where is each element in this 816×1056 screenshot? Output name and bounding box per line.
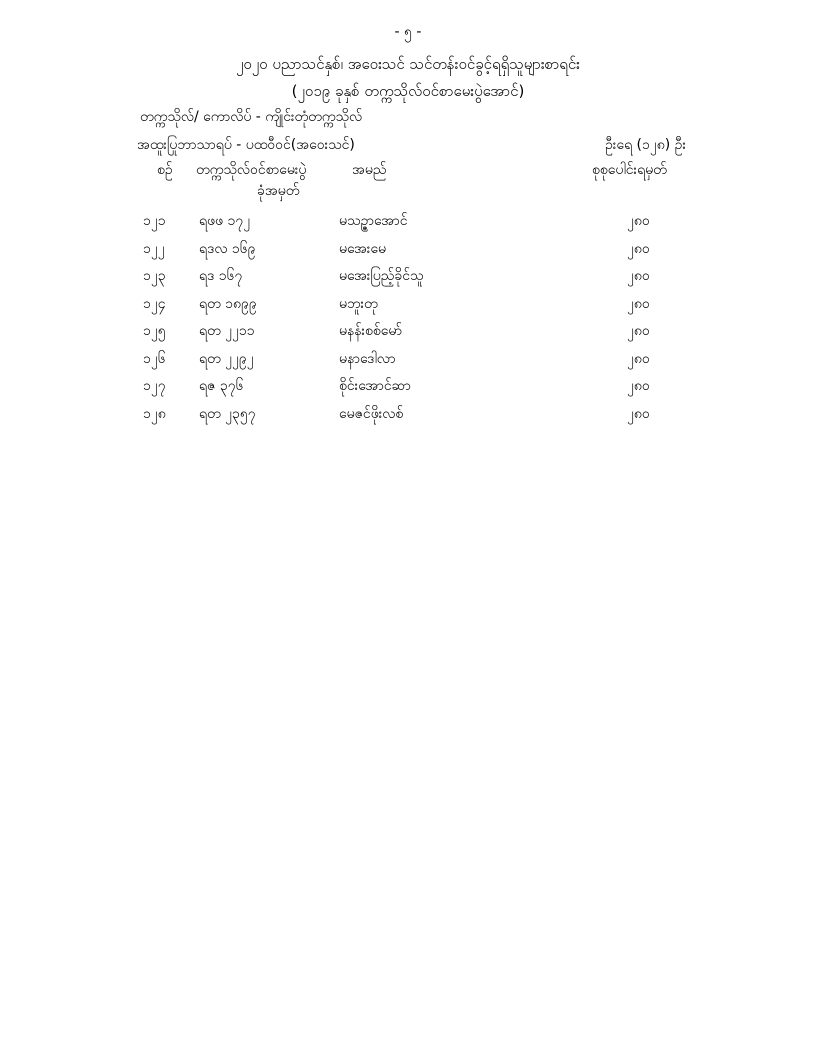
roll-number: ရဒလ ၁၆၉	[199, 240, 256, 257]
row-number: ၁၂၇	[143, 378, 166, 394]
roll-number: ရဇ ၃၇၆	[199, 378, 244, 394]
row-number: ၁၂၆	[143, 350, 166, 367]
table-row	[0, 321, 816, 349]
student-name: မေဇင်ဖိုးလစ်	[339, 405, 404, 422]
table-row	[0, 294, 816, 322]
roll-number: ရဖဖ ၁၇၂	[199, 213, 251, 229]
total-marks: ၂၈၀	[627, 350, 650, 367]
student-name: မဘူးတု	[339, 295, 378, 312]
table-row	[0, 404, 816, 432]
column-header-roll: တက္ကသိုလ်ဝင်စာမေးပွဲ	[196, 162, 307, 178]
table-row	[0, 211, 816, 239]
table-row	[0, 376, 816, 404]
column-header-roll-line2: ခုံအမှတ်	[257, 183, 300, 199]
row-number: ၁၂၂	[143, 240, 165, 257]
roll-number: ရတ ၁၈၉၉	[199, 295, 257, 312]
column-header-marks: စုစုပေါင်းရမှတ်	[592, 162, 667, 178]
student-name: မနာဒေါလာ	[339, 350, 396, 367]
page-number: - ၅ -	[394, 24, 422, 40]
roll-number: ရတ ၂၂၁၁	[199, 323, 255, 339]
total-marks: ၂၈၀	[627, 240, 650, 257]
roll-number: ရတ ၂၃၅၇	[199, 405, 256, 422]
document-title: ၂၀၂၀ ပညာသင်နှစ်၊ အဝေးသင် သင်တန်းဝင်ခွင့်ရရှိသူများစာရင်း	[236, 55, 580, 73]
row-number: ၁၂၄	[143, 295, 166, 312]
row-number: ၁၂၁	[143, 213, 166, 229]
document-subtitle: (၂၀၁၉ ခုနှစ် တက္ကသိုလ်ဝင်စာမေးပွဲအောင်)	[291, 82, 525, 100]
roll-number: ရဒ ၁၆၇	[199, 268, 243, 284]
student-name: မနန်းစစ်မော်	[339, 323, 403, 339]
student-name: မအေးမေ	[339, 240, 387, 257]
row-number: ၁၂၃	[143, 268, 166, 284]
total-marks: ၂၈၀	[627, 323, 650, 339]
total-marks: ၂၈၀	[627, 295, 650, 312]
table-row	[0, 349, 816, 377]
total-marks: ၂၈၀	[627, 378, 650, 394]
student-name: မသဥ္ဇာအောင်	[339, 213, 408, 229]
column-header-no: စဉ်	[157, 162, 173, 178]
total-marks: ၂၈၀	[627, 405, 650, 422]
major-line: အထူးပြုဘာသာရပ် - ပထဝီဝင်(အဝေးသင်)	[137, 137, 355, 153]
row-number: ၁၂၈	[143, 405, 166, 422]
student-name: စိုင်းအောင်ဆာ	[339, 378, 411, 394]
total-marks: ၂၈၀	[627, 213, 650, 229]
student-name: မအေးပြည့်ခိုင်သူ	[339, 268, 424, 284]
column-header-name: အမည်	[352, 162, 387, 178]
row-number: ၁၂၅	[143, 323, 166, 339]
total-count: ဦးရေ (၁၂၈) ဦး	[605, 137, 686, 153]
table-row	[0, 239, 816, 267]
table-body	[0, 211, 816, 431]
table-row	[0, 266, 816, 294]
total-marks: ၂၈၀	[627, 268, 650, 284]
roll-number: ရတ ၂၂၉၂	[199, 350, 254, 367]
university-line: တက္ကသိုလ်/ ကောလိပ် - ကျိုင်းတုံတက္ကသိုလ်	[140, 109, 363, 125]
